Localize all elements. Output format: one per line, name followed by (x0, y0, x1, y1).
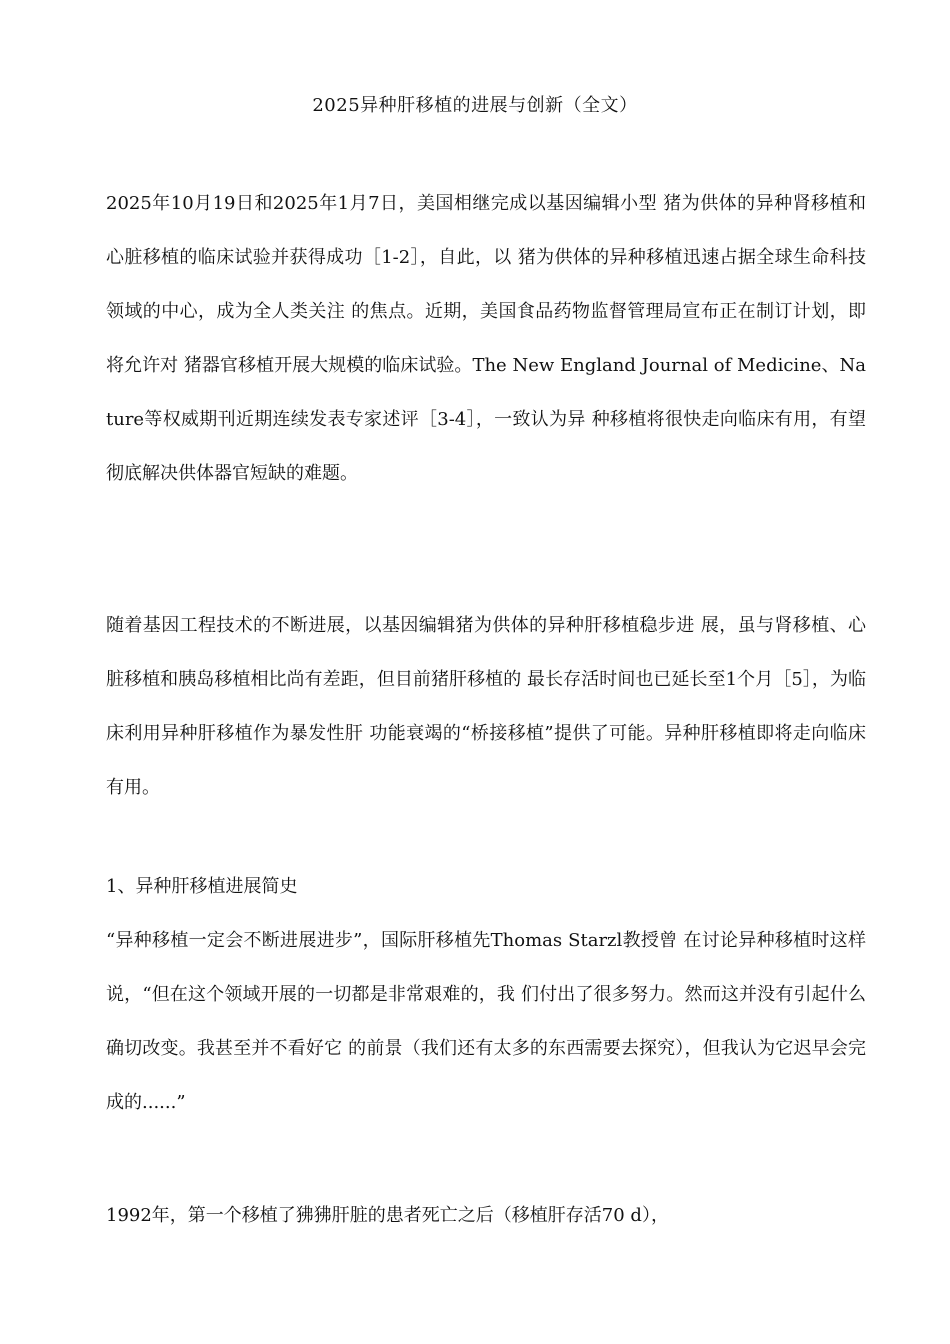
section-heading: 1、异种肝移植进展简史 (106, 876, 298, 897)
paragraph-progress: 随着基因工程技术的不断进展，以基因编辑猪为供体的异种肝移植稳步进 展，虽与肾移植、心脏移植和胰岛移植相比尚有差距，但目前猪肝移植的 最长存活时间也已延长至1个月［5］，为临床利用异种肝移植作为暴发性肝 功能衰竭的“桥接移植”提供了可能。异种肝移植即将走向临床有用。 (106, 615, 866, 798)
paragraph-history: 1992年，第一个移植了狒狒肝脏的患者死亡之后（移植肝存活70 d）， (106, 1205, 669, 1226)
document-title: 2025异种肝移植的进展与创新（全文） (312, 95, 638, 116)
paragraph-intro: 2025年10月19日和2025年1月7日，美国相继完成以基因编辑小型 猪为供体的异种肾移植和心脏移植的临床试验并获得成功［1-2］，自此，以 猪为供体的异种移植迅速占据全球生命科技领域的中心，成为全人类关注 的焦点。近期，美国食品药物监督管理局宣布正在制订计划，即将允许对 猪器官移植开展大规模的临床试验。The New England Journal of Medicine、Nature等权威期刊近期连续发表专家述评［3-4］，一致认为异 种移植将很快走向临床有用，有望彻底解决供体器官短缺的难题。 (106, 193, 866, 484)
paragraph-quote: “异种移植一定会不断进展进步”，国际肝移植先Thomas Starzl教授曾 在讨论异种移植时这样说，“但在这个领域开展的一切都是非常艰难的，我 们付出了很多努力。然而这并没有引起什么确切改变。我甚至并不看好它 的前景（我们还有太多的东西需要去探究），但我认为它迟早会完成的......” (106, 930, 866, 1113)
